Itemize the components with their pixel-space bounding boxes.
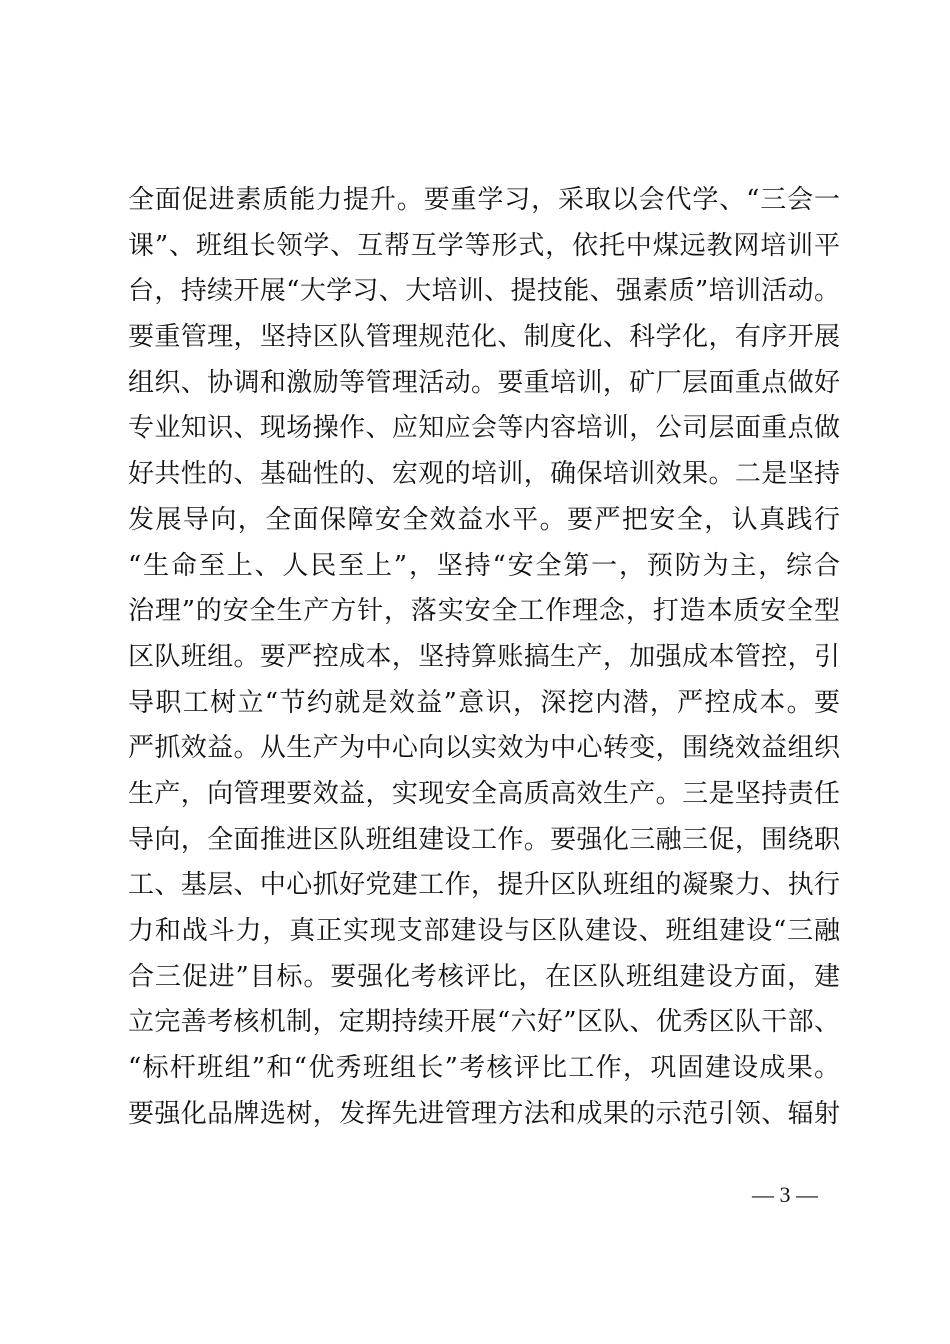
text-line-2: 课”、班组长领学、互帮互学等形式，依托中煤远教网培训平	[128, 230, 840, 261]
text-line-14: 生产，向管理要效益，实现安全高质高效生产。三是坚持责任	[128, 778, 840, 809]
text-line-18: 合三促进”目标。要强化考核评比，在区队班组建设方面，建	[128, 961, 840, 992]
text-line-4: 要重管理，坚持区队管理规范化、制度化、科学化，有序开展	[128, 322, 840, 353]
body-paragraph	[128, 178, 840, 1137]
text-line-10: 治理”的安全生产方针，落实安全工作理念，打造本质安全型	[128, 596, 840, 627]
text-line-3: 台，持续开展“大学习、大培训、提技能、强素质”培训活动。	[128, 276, 840, 307]
text-line-19: 立完善考核机制，定期持续开展“六好”区队、优秀区队干部、	[128, 1007, 840, 1038]
text-line-1: 全面促进素质能力提升。要重学习，采取以会代学、“三会一	[128, 185, 840, 215]
text-line-11: 区队班组。要严控成本，坚持算账搞生产，加强成本管控，引	[128, 641, 840, 672]
text-line-6: 专业知识、现场操作、应知应会等内容培训，公司层面重点做	[128, 413, 840, 444]
text-line-15: 导向，全面推进区队班组建设工作。要强化三融三促，围绕职	[128, 824, 840, 855]
text-line-16: 工、基层、中心抓好党建工作，提升区队班组的凝聚力、执行	[128, 870, 840, 901]
text-line-5: 组织、协调和激励等管理活动。要重培训，矿厂层面重点做好	[128, 367, 840, 398]
text-line-21: 要强化品牌选树，发挥先进管理方法和成果的示范引领、辐射	[128, 1098, 840, 1129]
text-line-12: 导职工树立“节约就是效益”意识，深挖内潜，严控成本。要	[128, 687, 840, 718]
text-line-13: 严抓效益。从生产为中心向以实效为中心转变，围绕效益组织	[128, 733, 840, 764]
text-line-20: “标杆班组”和“优秀班组长”考核评比工作，巩固建设成果。	[128, 1053, 840, 1084]
text-line-8: 发展导向，全面保障安全效益水平。要严把安全，认真践行	[128, 504, 840, 535]
page-number: — 3 —	[752, 1182, 818, 1207]
text-line-17: 力和战斗力，真正实现支部建设与区队建设、班组建设“三融	[128, 916, 840, 946]
text-line-9: “生命至上、人民至上”，坚持“安全第一，预防为主，综合	[128, 550, 840, 581]
text-line-7: 好共性的、基础性的、宏观的培训，确保培训效果。二是坚持	[128, 459, 840, 490]
